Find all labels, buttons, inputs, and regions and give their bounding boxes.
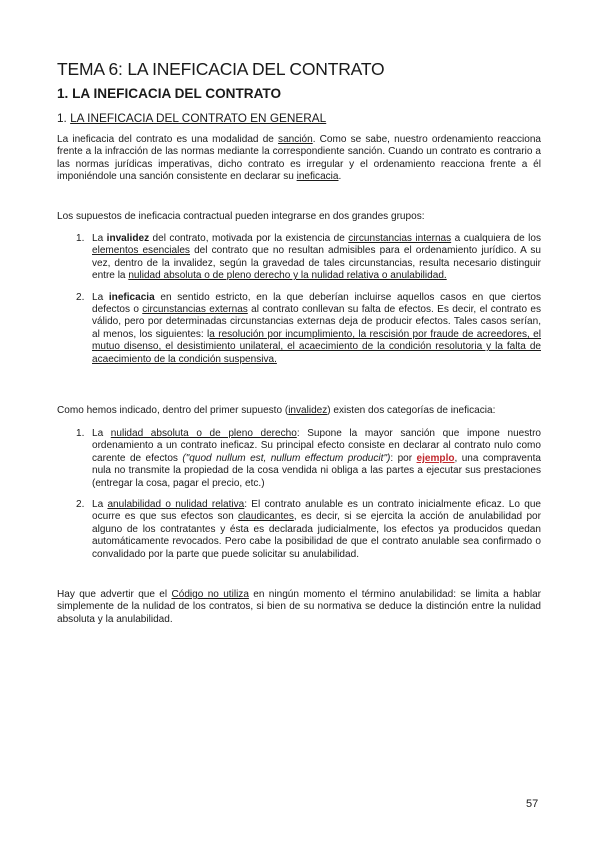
li-text: La [92, 499, 108, 511]
li-underline: anulabilidad o nulidad relativa [107, 499, 245, 511]
li-bold: invalidez [106, 233, 150, 244]
p3-invalidez: invalidez [288, 405, 328, 416]
p1-text-1: La ineficacia del contrato es una modalidad de [57, 134, 279, 145]
p3-text-2: ) existen dos categorías de ineficacia: [327, 405, 496, 416]
li-text: : El contrato anulable es un contrato inicialmente eficaz. Lo que ocurre es que sus efectos son [92, 499, 542, 523]
li-ejemplo: ejemplo [416, 452, 455, 464]
li-underline: nulidad absoluta o de pleno derecho [110, 428, 297, 439]
p4-codigo: Código no utiliza [171, 589, 249, 600]
li-underline: elementos esenciales [92, 245, 190, 257]
li-bold: ineficacia [108, 291, 155, 303]
list-item-nulidad [57, 428, 541, 490]
list-number: 2. [76, 499, 85, 511]
p1-ineficacia: ineficacia [296, 171, 339, 183]
li-text: La [92, 291, 109, 303]
section-heading: 1. LA INEFICACIA DEL CONTRATO [57, 86, 282, 101]
li-text: La [92, 428, 111, 439]
list-number: 2. [76, 291, 85, 303]
paragraph-codigo [57, 589, 541, 626]
li-underline: claudicantes [238, 511, 294, 523]
p4-text-1: Hay que advertir que el [57, 589, 172, 600]
paragraph-sancion [57, 134, 541, 184]
li-underline: a resolución por incumplimiento, la rescisión por fraude de acreedores, el mutuo disenso, el desistimiento unilateral, el acaecimiento de la condición resolutoria y la falta de acaecimiento de la condición suspensiva. [92, 328, 541, 365]
li-text: , es decir, si se ejercita la acción de anulabilidad por alguno de los contratantes y ésta es declarada judicialmente, los efectos ya producidos quedan automáticamente revocados. Pero cabe la posibilidad de que el contrato anulable sea confirmado o convalidado por la parte que puede solicitar su anulabilidad. [92, 511, 541, 560]
p1-text-2: . Como se sabe, nuestro ordenamiento reacciona frente a la infracción de las normas mediante la correspondiente sanción. Cuando un contrato es contrario a las normas jurídicas imperativas, dicho contrato es irregular y el ordenamiento reacciona frente a él imponiéndole una sanción consistente en declarar su [57, 134, 541, 183]
list-item-anulabilidad [57, 499, 541, 561]
paragraph-categorias [57, 405, 541, 417]
p3-text-1: Como hemos indicado, dentro del primer supuesto ( [57, 405, 289, 416]
tema-title: TEMA 6: LA INEFICACIA DEL CONTRATO [57, 59, 385, 79]
subsection-number: 1. [57, 111, 67, 125]
p4-text-2: en ningún momento el término anulabilidad: se limita a hablar simplemente de la nulidad de los contratos, si bien de su normativa se deduce la distinción entre la nulidad absoluta y la anulabilidad. [57, 589, 542, 625]
li-text: La [92, 233, 107, 244]
p1-text-3: . [338, 171, 342, 183]
li-text: , una compraventa nula no transmite la propiedad de la cosa vendida ni obliga a las partes a ejecutar sus prestaciones (entregar la cosa, pagar el precio, etc.) [92, 452, 541, 489]
li-underline: nulidad absoluta o de pleno derecho y la nulidad relativa o anulabilidad. [128, 270, 447, 282]
list-grupos [57, 233, 541, 366]
li-text: : Supone la mayor sanción que impone nuestro ordenamiento a un contrato ineficaz. Su principal efecto consiste en declarar al contrato nulo como carente de efectos [92, 428, 542, 464]
li-text: a cualquiera de los [451, 233, 542, 244]
list-number: 1. [76, 428, 85, 439]
list-item-ineficacia [57, 292, 541, 366]
li-underline: circunstancias externas [142, 304, 248, 316]
list-number: 1. [76, 233, 85, 244]
li-text: en sentido estricto, en la que deberían incluirse aquellos casos en que ciertos defectos o [92, 291, 542, 316]
paragraph-supuestos: Los supuestos de ineficacia contractual pueden integrarse en dos grandes grupos: [57, 211, 425, 222]
subsection-heading [57, 111, 326, 125]
li-text: al contrato conllevan su falta de efectos. Es decir, el contrato es válido, pero por determinadas circunstancias externas deja de producir efectos. Tales casos serían, al menos, los siguientes: l [92, 304, 541, 340]
li-italic: ("quod nullum est, nullum effectum producit") [182, 452, 391, 464]
p1-sancion: sanción [278, 134, 313, 145]
li-text: : por [390, 452, 417, 464]
li-text: del contrato, motivada por la existencia de [149, 233, 349, 244]
list-item-invalidez [57, 233, 541, 283]
li-underline: circunstancias internas [348, 233, 452, 244]
li-text: del contrato que no resultan admisibles para el ordenamiento jurídico. A su vez, dentro de la invalidez, según la gravedad de tales circunstancias, resulta necesario distinguir entre la [92, 245, 541, 282]
subsection-title: LA INEFICACIA DEL CONTRATO EN GENERAL [70, 111, 327, 125]
page-number: 57 [526, 798, 539, 810]
list-categorias [57, 428, 541, 561]
